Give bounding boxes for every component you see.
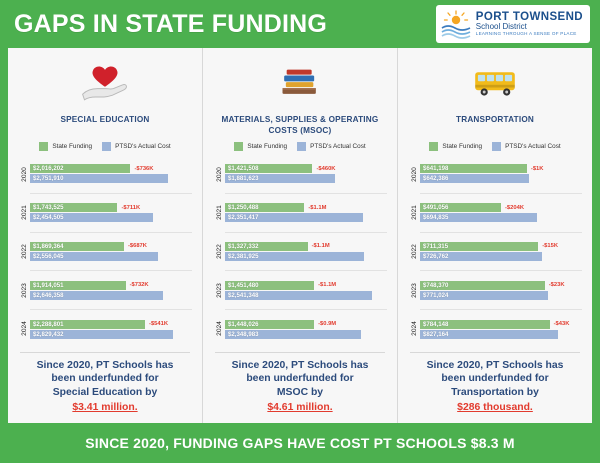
year-label: 2023: [410, 282, 418, 298]
panel-title: SPECIAL EDUCATION: [60, 115, 150, 124]
bar-group: [225, 271, 387, 310]
year-label: 2022: [215, 244, 223, 259]
bar-state-funding: $1,451,480: [225, 281, 314, 290]
legend: [408, 142, 582, 151]
bar-group: [30, 194, 192, 233]
bar-actual-cost: $694,835: [420, 213, 537, 222]
legend-actual-cost: [102, 142, 171, 151]
bar-group: [225, 155, 387, 194]
bar-group: [420, 310, 582, 348]
panel-summary: [213, 353, 387, 417]
legend-state-funding: [429, 142, 482, 151]
bar-group: [30, 310, 192, 348]
summary-line-3: Special Education by: [52, 386, 158, 398]
gap-label: -$687K: [127, 243, 147, 250]
panel-title: TRANSPORTATION: [456, 115, 534, 124]
summary-amount: $286 thousand.: [457, 402, 533, 414]
bar-actual-cost: $771,024: [420, 291, 548, 300]
panel-title: MATERIALS, SUPPLIES & OPERATING COSTS (MSOC): [221, 115, 379, 136]
gap-label: -$460K: [316, 165, 336, 172]
year-label: 2020: [215, 166, 223, 182]
bar-state-funding: $1,914,051: [30, 281, 126, 290]
bar-actual-cost: $2,556,045: [30, 252, 158, 261]
legend-swatch-blue: [297, 142, 306, 151]
year-label: 2023: [20, 282, 28, 298]
bar-group: [225, 233, 387, 272]
panel-msoc: [202, 48, 397, 423]
logo-tagline: LEARNING THROUGH A SENSE OF PLACE: [475, 31, 577, 37]
year-label: 2021: [410, 205, 418, 221]
summary-line-1: Since 2020, PT Schools has: [426, 359, 564, 371]
year-label: 2024: [20, 321, 28, 337]
bar-actual-cost: $2,541,348: [225, 291, 372, 300]
gap-label: -$1.1M: [318, 282, 337, 289]
bar-group: [420, 194, 582, 233]
year-label: 2024: [410, 321, 418, 337]
legend-label: State Funding: [442, 143, 483, 150]
bar-state-funding: $1,250,488: [225, 203, 304, 212]
year-label: 2022: [410, 244, 418, 259]
header: [0, 0, 600, 48]
bar-actual-cost: $2,646,358: [30, 291, 163, 300]
year-label: 2020: [20, 166, 28, 182]
bar-actual-cost: $1,881,623: [225, 174, 335, 183]
legend-label: State Funding: [247, 143, 288, 150]
bar-actual-cost: $2,381,925: [225, 252, 364, 261]
bar-actual-cost: $2,829,432: [30, 330, 173, 339]
footer-headline: SINCE 2020, FUNDING GAPS HAVE COST PT SCHOOLS $8.3 M: [85, 435, 515, 451]
year-label: 2024: [215, 321, 223, 337]
bar-actual-cost: $2,454,505: [30, 213, 153, 222]
panel-transportation: [397, 48, 592, 423]
bar-state-funding: $1,869,364: [30, 242, 124, 251]
legend-swatch-green: [39, 142, 48, 151]
logo-subtitle: School District: [475, 21, 527, 31]
bar-actual-cost: $642,386: [420, 174, 529, 183]
panels-container: [8, 48, 592, 423]
bar-state-funding: $2,288,801: [30, 320, 145, 329]
logo-district-name: PORT TOWNSEND: [475, 10, 583, 23]
panel-summary: [18, 353, 192, 417]
legend-actual-cost: [492, 142, 561, 151]
bar-group: [30, 233, 192, 272]
gap-label: -$541K: [149, 321, 169, 328]
district-logo: [436, 5, 590, 43]
gap-label: -$15K: [542, 243, 559, 250]
year-axis: [408, 155, 420, 348]
gap-label: -$711K: [121, 204, 141, 211]
bar-state-funding: $1,327,332: [225, 242, 308, 251]
summary-line-3: Transportation by: [451, 386, 539, 398]
bar-state-funding: $2,016,202: [30, 164, 130, 173]
summary-amount: $3.41 million.: [72, 402, 138, 414]
bar-state-funding: $711,315: [420, 242, 538, 251]
bar-group: [420, 271, 582, 310]
summary-line-1: Since 2020, PT Schools has: [36, 359, 174, 371]
legend: [18, 142, 192, 151]
legend-label: PTSD's Actual Cost: [310, 143, 366, 150]
year-axis: [18, 155, 30, 348]
legend-label: PTSD's Actual Cost: [505, 143, 561, 150]
bar-actual-cost: $2,348,983: [225, 330, 361, 339]
bar-state-funding: $1,448,026: [225, 320, 314, 329]
bar-actual-cost: $726,762: [420, 252, 542, 261]
footer: [0, 423, 600, 463]
legend-label: PTSD's Actual Cost: [115, 143, 171, 150]
bar-actual-cost: $2,351,417: [225, 213, 363, 222]
summary-line-2: been underfunded for: [441, 373, 549, 385]
page-title: GAPS IN STATE FUNDING: [14, 9, 328, 38]
year-label: 2021: [215, 205, 223, 221]
stack-of-books-icon: [213, 60, 387, 106]
legend-swatch-blue: [492, 142, 501, 151]
legend-label: State Funding: [52, 143, 93, 150]
bar-state-funding: $748,370: [420, 281, 545, 290]
legend-swatch-green: [429, 142, 438, 151]
gap-label: -$43K: [553, 321, 570, 328]
heart-in-hand-icon: [18, 60, 192, 106]
bar-actual-cost: $2,751,910: [30, 174, 168, 183]
bar-chart: [213, 155, 387, 348]
legend-actual-cost: [297, 142, 366, 151]
sun-waves-logo-icon: [441, 9, 471, 39]
gap-label: -$732K: [129, 282, 149, 289]
legend: [213, 142, 387, 151]
bar-group: [30, 155, 192, 194]
summary-line-3: MSOC by: [276, 386, 324, 398]
year-axis: [213, 155, 225, 348]
bar-state-funding: $491,056: [420, 203, 501, 212]
gap-label: -$1.1M: [311, 243, 330, 250]
panel-special-education: [8, 48, 202, 423]
gap-label: -$1K: [530, 165, 544, 172]
school-bus-icon: [408, 60, 582, 106]
gap-label: -$736K: [134, 165, 154, 172]
gap-label: -$1.1M: [308, 204, 327, 211]
bar-state-funding: $784,148: [420, 320, 550, 329]
bar-group: [30, 271, 192, 310]
legend-swatch-green: [234, 142, 243, 151]
bar-group: [225, 310, 387, 348]
bar-group: [225, 194, 387, 233]
panel-summary: [408, 353, 582, 417]
summary-amount: $4.61 million.: [267, 402, 333, 414]
year-label: 2022: [20, 244, 28, 259]
legend-state-funding: [39, 142, 92, 151]
legend-swatch-blue: [102, 142, 111, 151]
bar-actual-cost: $827,164: [420, 330, 558, 339]
bar-state-funding: $1,743,525: [30, 203, 117, 212]
gap-label: -$0.9M: [318, 321, 337, 328]
summary-line-2: been underfunded for: [246, 373, 354, 385]
bar-state-funding: $641,198: [420, 164, 527, 173]
gap-label: -$204K: [505, 204, 525, 211]
summary-line-1: Since 2020, PT Schools has: [231, 359, 369, 371]
bar-chart: [18, 155, 192, 348]
bar-state-funding: $1,421,508: [225, 164, 312, 173]
year-label: 2020: [410, 166, 418, 182]
bar-group: [420, 155, 582, 194]
legend-state-funding: [234, 142, 287, 151]
bar-group: [420, 233, 582, 272]
year-label: 2023: [215, 282, 223, 298]
bar-chart: [408, 155, 582, 348]
year-label: 2021: [20, 205, 28, 221]
gap-label: -$23K: [548, 282, 565, 289]
summary-line-2: been underfunded for: [51, 373, 159, 385]
